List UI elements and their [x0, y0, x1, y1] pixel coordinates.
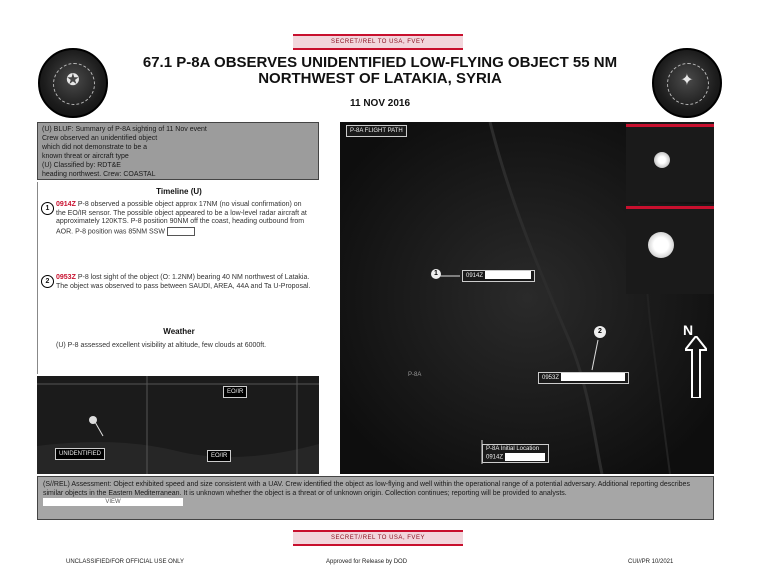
summary-line-6: heading northwest. Crew: COASTAL	[42, 171, 156, 178]
weather-text: (U) P-8 assessed excellent visibility at altitude, few clouds at 6000ft.	[56, 342, 267, 349]
north-label: N	[683, 322, 694, 338]
event-2-body: P-8 lost sight of the object (O: 1.2NM) bearing 40 NM northwest of Latakia. The object was observed to pass between SAUDI, AREA, 44A and Ta U-Proposal.	[56, 274, 311, 290]
assessment-link[interactable]: VIEW	[43, 498, 183, 506]
right-seal-icon: ✦	[652, 48, 722, 118]
map-label-2-text: 0953Z	[542, 375, 560, 381]
summary-line-2: Crew observed an unidentified object	[42, 135, 158, 142]
thumbnail-2-image	[626, 204, 714, 294]
summary-line-4: known threat or aircraft type	[42, 153, 129, 160]
footer-center: Approved for Release by DOD	[326, 559, 408, 565]
left-seal-icon: ✪	[38, 48, 108, 118]
map-label-2	[538, 372, 629, 384]
map-marker-2-icon: 2	[594, 326, 606, 338]
map-label-4-time: 0914Z	[486, 454, 504, 461]
summary-line-5: (U) Classified by: RDT&E	[42, 162, 121, 169]
thumbnail-1-image	[626, 122, 714, 202]
photo-label-a: EO/IR	[223, 386, 247, 398]
map-label-3: P-8A	[408, 372, 422, 378]
event-2-time: 0953Z	[56, 274, 76, 281]
map-label-4	[482, 444, 549, 463]
page-title-line2: NORTHWEST OF LATAKIA, SYRIA	[258, 70, 502, 87]
map-marker-1-icon: 1	[431, 269, 441, 279]
event-1-marker: 1	[41, 202, 54, 215]
north-arrow-icon	[685, 336, 707, 398]
map-label-1-text: 0914Z	[466, 273, 484, 279]
report-date: 11 NOV 2016	[349, 98, 411, 109]
eo-ir-photo	[37, 376, 319, 474]
assessment-text: (S//REL) Assessment: Object exhibited speed and size consistent with a UAV. Crew identified the object as low-flying and well within the operational range of a potential adversary. Additional reporting describes similar objects in the Eastern Mediterranean. It is unknown whether the object is a threat or of unknown origin. Collection continues; reporting will be provided to analysts.	[43, 481, 690, 497]
assessment-box	[37, 476, 714, 520]
timeline-panel	[37, 182, 319, 374]
classification-banner-top: SECRET//REL TO USA, FVEY	[293, 34, 463, 50]
event-1-text	[56, 201, 312, 236]
event-2-marker: 2	[41, 275, 54, 288]
map-label-1	[462, 270, 535, 282]
timeline-heading: Timeline (U)	[156, 187, 202, 196]
footer-right: CUI//PR 10/2021	[628, 559, 674, 565]
map-label-4-title: P-8A Initial Location	[486, 446, 540, 452]
weather-heading: Weather	[163, 327, 195, 336]
summary-line-1: (U) BLUF: Summary of P-8A sighting of 11 Nov event	[42, 126, 207, 133]
event-1-body: P-8 observed a possible object approx 17NM (no visual confirmation) on the EO/IR sensor. The possible object appeared to be a low-level radar aircraft at approximately 120KTS. P-8 position 90NM off the coast, heading outbound from AOR.	[56, 201, 307, 235]
summary-box	[37, 122, 319, 180]
photo-label-c: UNIDENTIFIED	[55, 448, 105, 460]
page-title-line1: 67.1 P-8A OBSERVES UNIDENTIFIED LOW-FLYING OBJECT 55 NM	[142, 54, 618, 71]
photo-label-b: EO/IR	[207, 450, 231, 462]
classification-banner-bottom: SECRET//REL TO USA, FVEY	[293, 530, 463, 546]
event-1-time: 0914Z	[56, 201, 76, 208]
map-label-top: P-8A FLIGHT PATH	[346, 125, 407, 137]
footer-left: UNCLASSIFIED/FOR OFFICIAL USE ONLY	[66, 559, 185, 565]
summary-line-3: which did not demonstrate to be a	[42, 144, 148, 151]
event-1-tail: P-8 position was 85NM SSW	[75, 227, 165, 235]
event-2-text	[56, 274, 312, 291]
